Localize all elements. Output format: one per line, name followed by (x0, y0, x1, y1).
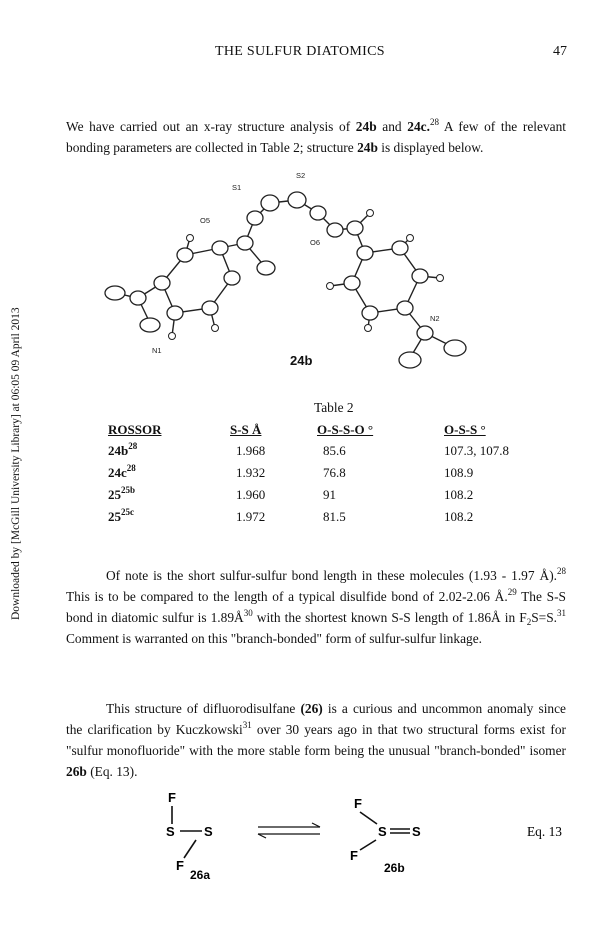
structure-label-24b: 24b (290, 353, 313, 368)
atom-label-s1: S1 (232, 183, 242, 192)
row-ss: 1.972 (236, 509, 266, 524)
row-ss: 1.960 (236, 487, 266, 502)
paragraph-difluorodisulfane: This structure of difluorodisulfane (26) is a curious and uncommon anomaly since the clarification by Kuczkowski$^{31}$ over 30 years ago in that two structural forms exist for "sulfur monofluoride" with the more stable form being the unusual "branch-bonded" isomer 26b (Eq. 13). (66, 701, 567, 779)
equilibrium-arrow (258, 823, 320, 838)
table-row (108, 462, 564, 484)
column-header-ss: S-S Å (230, 422, 262, 437)
atom-s-left-26a: S (166, 824, 175, 839)
equation-13-drawing (0, 788, 601, 898)
equation-number: Eq. 13 (527, 824, 562, 839)
running-header-title: THE SULFUR DIATOMICS (215, 44, 385, 59)
table-header-row (108, 420, 564, 440)
row-oss: 107.3, 107.8 (444, 443, 509, 458)
row-oss: 108.9 (444, 465, 474, 480)
column-header-osso: O-S-S-O ° (317, 422, 374, 437)
row-osso: 76.8 (323, 465, 346, 480)
column-header-rossor: ROSSOR (108, 422, 162, 437)
row-compound: $25^{25b}$ (108, 485, 136, 502)
table-row (108, 484, 564, 506)
download-note-text: Downloaded by [McGill University Library] at 06:05 09 April 2013 (10, 307, 22, 620)
table-title: Table 2 (314, 400, 354, 415)
atom-f-bottom-26a: F (176, 858, 184, 873)
atom-s-right-26a: S (204, 824, 213, 839)
column-header-oss: O-S-S ° (444, 422, 486, 437)
table-row (108, 506, 564, 528)
row-oss: 108.2 (444, 487, 474, 502)
atom-f-bottom-26b: F (350, 848, 358, 863)
row-oss: 108.2 (444, 509, 474, 524)
compound-label-26a: 26a (190, 868, 211, 882)
table-row (108, 440, 564, 462)
paragraph-xray-intro: We have carried out an x-ray structure analysis of 24b and 24c.$^{28}$ A few of the relevant bonding parameters are collected in Table 2; structure 24b is displayed below. (66, 117, 567, 155)
row-osso: 85.6 (323, 443, 346, 458)
row-compound: $24c^{28}$ (108, 463, 136, 480)
structure-24b-drawing (0, 168, 601, 418)
atom-s-terminal-26b: S (412, 824, 421, 839)
row-osso: 81.5 (323, 509, 346, 524)
atom-label-n1: N1 (152, 346, 162, 355)
table-bond-parameters (108, 420, 564, 528)
paragraph-bond-length-note: Of note is the short sulfur-sulfur bond length in these molecules (1.93 - 1.97 Å).$^{28}$ This is to be compared to the length of a typical disulfide bond of 2.02-2.06 Å.$^{29}$ The S-S bond in diatomic sulfur is $1.89Å^{30}$ with the shortest known S-S length of 1.86Å in $F_2S=S.^{31}$ Comment is warranted on this "branch-bonded" form of sulfur-sulfur linkage. (66, 566, 566, 646)
compound-label-26b: 26b (384, 861, 405, 875)
row-compound: $24b^{28}$ (108, 441, 138, 458)
row-ss: 1.968 (236, 443, 266, 458)
row-ss: 1.932 (236, 465, 266, 480)
atom-f-top-26a: F (168, 790, 176, 805)
atom-label-o6: O6 (310, 238, 321, 247)
atom-label-n2: N2 (430, 314, 440, 323)
row-compound: $25^{25c}$ (108, 507, 134, 524)
atom-label-s2: S2 (296, 171, 306, 180)
row-osso: 91 (323, 487, 336, 502)
page-number: 47 (553, 44, 567, 59)
atom-f-top-26b: F (354, 796, 362, 811)
atom-s-center-26b: S (378, 824, 387, 839)
atom-label-o5: O5 (200, 216, 211, 225)
